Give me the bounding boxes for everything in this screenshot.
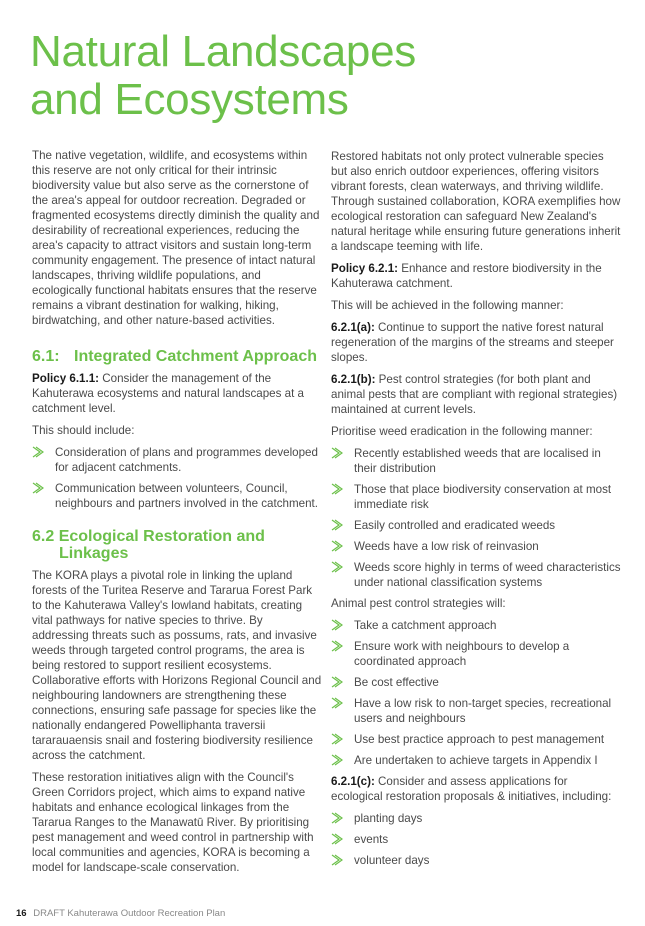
page-number: 16 (16, 908, 27, 919)
double-chevron-icon (331, 540, 343, 552)
double-chevron-icon (331, 676, 343, 688)
double-chevron-icon (32, 446, 44, 458)
list-item: planting days (331, 811, 621, 826)
animal-lead: Animal pest control strategies will: (331, 597, 506, 610)
double-chevron-icon (331, 854, 343, 866)
page-title (30, 28, 416, 124)
list-item: Use best practice approach to pest management (331, 732, 621, 747)
policy-6-1-1: Policy 6.1.1: Consider the management of the Kahuterawa ecosystems and natural landscapes at a catchment level. (32, 372, 304, 415)
restored-habitats-paragraph: Restored habitats not only protect vulnerable species but also enrich outdoor experiences, offering visitors vibrant forests, clean waterways, and thriving wildlife. Through sustained collaboration, KORA exemplifies how ecological restoration can safeguard New Zealand's natural heritage while ensuring future generations inherit a landscape teeming with life. (331, 150, 621, 253)
policy-6-2-1-b: 6.2.1(b): Pest control strategies (for both plant and animal pests that are compliant with regional strategies) maintained at current levels. (331, 373, 618, 416)
double-chevron-icon (331, 483, 343, 495)
section-6-2-paragraph-1: The KORA plays a pivotal role in linking the upland forests of the Turitea Reserve and Tararua Forest Park to the Kahuterawa Valley's lowland habitats, creating vital pathways for native species to thrive. By addressing threats such as possums, rats, and invasive weeds through targeted control programs, the area is being restored to support resilient ecosystems. Collaborative efforts with Horizons Regional Council and neighbouring landowners are strengthening these connections, ensuring safe passage for species like the nationally endangered Powelliphanta traversii tararauaensis snail and fostering biodiversity resilience across the catchment. (32, 569, 322, 762)
policy-6-2-1-c: 6.2.1(c): Consider and assess applications for ecological restoration proposals & initiatives, including: (331, 775, 612, 803)
list-item: Take a catchment approach (331, 618, 621, 633)
document-title: DRAFT Kahuterawa Outdoor Recreation Plan (33, 908, 226, 919)
include-lead: This should include: (32, 424, 135, 437)
double-chevron-icon (331, 561, 343, 573)
policy-6-2-1: Policy 6.2.1: Enhance and restore biodiversity in the Kahuterawa catchment. (331, 262, 602, 290)
title-line-1: Natural Landscapes (30, 27, 416, 76)
left-column (32, 148, 322, 882)
weed-lead: Prioritise weed eradication in the following manner: (331, 425, 593, 438)
list-item: events (331, 832, 621, 847)
double-chevron-icon (331, 833, 343, 845)
section-6-2-heading: 6.2 Ecological Restoration and Linkages (32, 528, 265, 562)
double-chevron-icon (331, 519, 343, 531)
double-chevron-icon (331, 733, 343, 745)
list-item: Weeds have a low risk of reinvasion (331, 539, 621, 554)
list-item: Ensure work with neighbours to develop a coordinated approach (331, 639, 621, 669)
weed-list (331, 446, 621, 590)
list-item: Be cost effective (331, 675, 621, 690)
list-item: Are undertaken to achieve targets in Appendix I (331, 753, 621, 768)
title-line-2: and Ecosystems (30, 75, 349, 124)
double-chevron-icon (331, 697, 343, 709)
list-item: Those that place biodiversity conservation at most immediate risk (331, 482, 621, 512)
include-list (32, 445, 322, 511)
page-footer (16, 908, 225, 919)
section-6-1-heading: 6.1: Integrated Catchment Approach (32, 348, 317, 365)
double-chevron-icon (32, 482, 44, 494)
double-chevron-icon (331, 754, 343, 766)
section-6-2-paragraph-2: These restoration initiatives align with the Council's Green Corridors project, which aims to expand native habitats and enhance ecological linkages from the Tararua Ranges to the Manawatū River. By prioritising pest management and weed control in partnership with local communities and agencies, KORA is becoming a model for landscape-scale conservation. (32, 771, 314, 874)
intro-paragraph: The native vegetation, wildlife, and ecosystems within this reserve are not only critical for their intrinsic biodiversity value but also serve as the cornerstone of the area's appeal for outdoor recreation. Degraded or fragmented ecosystems directly diminish the quality and desirability of recreational experiences, reducing the area's capacity to attract visitors and sustain long-term community engagement. The presence of intact natural landscapes, thriving wildlife populations, and ecologically functional habitats ensures that the reserve remains a vibrant destination for walking, hiking, birdwatching, and other nature-based activities. (32, 149, 320, 327)
list-item: Consideration of plans and programmes developed for adjacent catchments. (32, 445, 322, 475)
list-item: volunteer days (331, 853, 621, 868)
animal-list (331, 618, 621, 768)
list-item: Have a low risk to non-target species, recreational users and neighbours (331, 696, 621, 726)
list-item: Communication between volunteers, Council, neighbours and partners involved in the catchment. (32, 481, 322, 511)
policy-6-2-1-a: 6.2.1(a): Continue to support the native forest natural regeneration of the margins of the streams and steeper slopes. (331, 321, 614, 364)
right-column (331, 149, 621, 874)
achieved-lead: This will be achieved in the following manner: (331, 299, 564, 312)
double-chevron-icon (331, 812, 343, 824)
double-chevron-icon (331, 447, 343, 459)
list-item: Easily controlled and eradicated weeds (331, 518, 621, 533)
c-list (331, 811, 621, 868)
double-chevron-icon (331, 640, 343, 652)
list-item: Recently established weeds that are localised in their distribution (331, 446, 621, 476)
list-item: Weeds score highly in terms of weed characteristics under national classification systems (331, 560, 621, 590)
double-chevron-icon (331, 619, 343, 631)
